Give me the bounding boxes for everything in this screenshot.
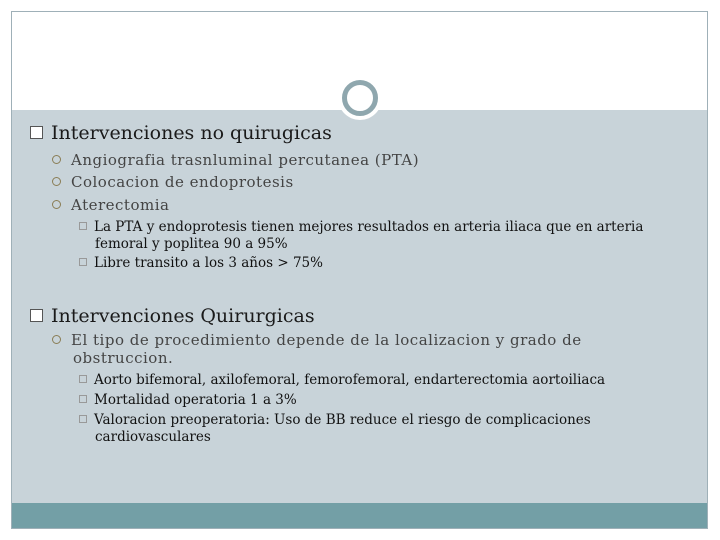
list-item-text: El tipo de procedimiento depende de la localizacion y grado de obstruccion. [71, 331, 582, 367]
section-heading-text: Intervenciones Quirurgicas [51, 305, 315, 327]
checkbox-bullet-icon [30, 126, 43, 139]
sub-list-item-text: La PTA y endoprotesis tienen mejores resultados en arteria iliaca que en arteria femoral y poplitea 90 a 95% [94, 219, 644, 252]
list-item-text: Aterectomia [71, 196, 170, 214]
sub-list-item-text: Valoracion preoperatoria: Uso de BB reduce el riesgo de complicaciones cardiovasculares [94, 412, 591, 445]
ring-bullet-icon [52, 155, 61, 164]
section-heading-text: Intervenciones no quirugicas [51, 122, 332, 144]
ring-bullet-icon [52, 177, 61, 186]
section-heading-quirurgicas [30, 305, 315, 327]
square-bullet-icon [79, 375, 87, 383]
list-item [52, 196, 169, 214]
checkbox-bullet-icon [30, 309, 43, 322]
list-item-text: Colocacion de endoprotesis [71, 173, 294, 191]
sub-list-item-text: Aorto bifemoral, axilofemoral, femorofemoral, endarterectomia aortoiliaca [94, 372, 606, 388]
sub-list-item [79, 255, 323, 272]
ring-bullet-icon [52, 335, 61, 344]
sub-list-item [79, 219, 670, 253]
list-item [52, 331, 628, 367]
sub-list-item [79, 412, 660, 446]
sub-list-item-text: Mortalidad operatoria 1 a 3% [94, 392, 297, 408]
list-item-text: Angiografia trasnluminal percutanea (PTA) [71, 151, 420, 169]
circle-ring [342, 80, 378, 116]
circle-ornament-icon [338, 76, 382, 120]
list-item [52, 151, 419, 169]
sub-list-item [79, 372, 605, 389]
sub-list-item-text: Libre transito a los 3 años > 75% [94, 255, 323, 271]
square-bullet-icon [79, 395, 87, 403]
square-bullet-icon [79, 222, 87, 230]
square-bullet-icon [79, 258, 87, 266]
square-bullet-icon [79, 415, 87, 423]
footer-bar [12, 503, 707, 528]
ring-bullet-icon [52, 200, 61, 209]
list-item [52, 173, 294, 191]
sub-list-item [79, 392, 297, 409]
section-heading-no-quirurgicas [30, 122, 332, 144]
